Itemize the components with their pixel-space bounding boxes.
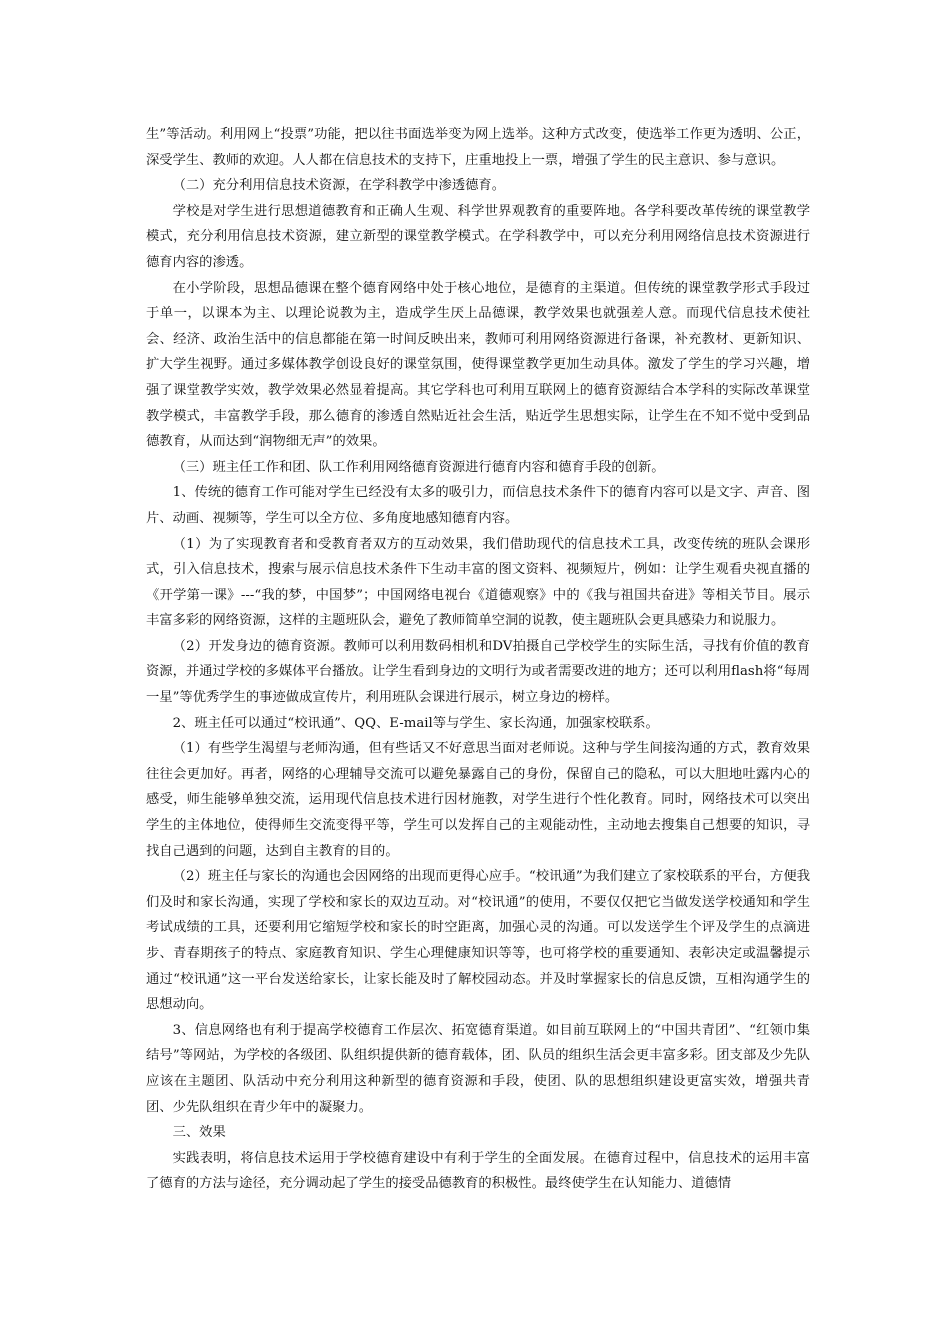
paragraph-point-2-1: （1）有些学生渴望与老师沟通，但有些话又不好意思当面对老师说。这种与学生间接沟通的方式，教育效果往往会更加好。再者，网络的心理辅导交流可以避免暴露自己的身份，保留自己的隐私，可以大胆地吐露内心的感受，师生能够单独交流，运用现代信息技术进行因材施教，对学生进行个性化教育。同时，网络技术可以突出学生的主体地位，使得师生交流变得平等，学生可以发挥自己的主观能动性，主动地去搜集自己想要的知识，寻找自己遇到的问题，达到自主教育的目的。 bbox=[146, 741, 810, 859]
paragraph-voting: 生”等活动。利用网上“投票”功能，把以往书面选举变为网上选举。这种方式改变，使选举工作更为透明、公正，深受学生、教师的欢迎。人人都在信息技术的支持下，庄重地投上一票，增强了学生的民主意识、参与意识。 bbox=[146, 127, 810, 168]
paragraph-point-2: 2、班主任可以通过“校讯通”、QQ、E-mail等与学生、家长沟通，加强家校联系。 bbox=[172, 715, 659, 731]
heading-subject-teaching: （二）充分利用信息技术资源，在学科教学中渗透德育。 bbox=[172, 178, 506, 194]
heading-class-teacher-work: （三）班主任工作和团、队工作利用网络德育资源进行德育内容和德育手段的创新。 bbox=[172, 459, 665, 475]
paragraph-point-1: 1、传统的德育工作可能对学生已经没有太多的吸引力，而信息技术条件下的德育内容可以是文字、声音、图片、动画、视频等，学生可以全方位、多角度地感知德育内容。 bbox=[146, 485, 810, 526]
paragraph-point-3: 3、信息网络也有利于提高学校德育工作层次、拓宽德育渠道。如目前互联网上的“中国共青团”、“红领巾集结号”等网站，为学校的各级团、队组织提供新的德育载体，团、队员的组织生活会更丰富多彩。团支部及少先队应该在主题团、队活动中充分利用这种新型的德育资源和手段，使团、队的思想组织建设更富实效，增强共青团、少先队组织在青少年中的凝聚力。 bbox=[146, 1022, 810, 1115]
document-body bbox=[146, 122, 810, 1197]
heading-results: 三、效果 bbox=[172, 1125, 226, 1141]
paragraph-school-base: 学校是对学生进行思想道德教育和正确人生观、科学世界观教育的重要阵地。各学科要改革传统的课堂教学模式，充分利用信息技术资源，建立新型的课堂教学模式。在学科教学中，可以充分利用网络信息技术资源进行德育内容的渗透。 bbox=[146, 203, 810, 270]
paragraph-results: 实践表明，将信息技术运用于学校德育建设中有利于学生的全面发展。在德育过程中，信息技术的运用丰富了德育的方法与途径，充分调动起了学生的接受品德教育的积极性。最终使学生在认知能力、道德情 bbox=[146, 1150, 810, 1192]
paragraph-point-1-2: （2）开发身边的德育资源。教师可以利用数码相机和DV拍摄自己学校学生的实际生活，寻找有价值的教育资源，并通过学校的多媒体平台播放。让学生看到身边的文明行为或者需要改进的地方；还可以利用flash将“每周一星”等优秀学生的事迹做成宣传片，利用班队会课进行展示，树立身边的榜样。 bbox=[146, 638, 810, 706]
paragraph-primary-school: 在小学阶段，思想品德课在整个德育网络中处于核心地位，是德育的主渠道。但传统的课堂教学形式手段过于单一，以课本为主、以理论说教为主，造成学生厌上品德课，教学效果也就强差人意。而现代信息技术使社会、经济、政治生活中的信息都能在第一时间反映出来，教师可利用网络资源进行备课，补充教材、更新知识、扩大学生视野。通过多媒体教学创设良好的课堂氛围，使得课堂教学更加生动具体。激发了学生的学习兴趣，增强了课堂教学实效，教学效果必然显着提高。其它学科也可利用互联网上的德育资源结合本学科的实际改革课堂教学模式，丰富教学手段，那么德育的渗透自然贴近社会生活，贴近学生思想实际，让学生在不知不觉中受到品德教育，从而达到“润物细无声”的效果。 bbox=[146, 280, 810, 450]
paragraph-point-2-2: （2）班主任与家长的沟通也会因网络的出现而更得心应手。“校讯通”为我们建立了家校联系的平台，方便我们及时和家长沟通，实现了学校和家长的双边互动。对“校讯通”的使用，不要仅仅把它当做发送学校通知和学生考试成绩的工具，还要利用它缩短学校和家长的时空距离，加强心灵的沟通。可以发送学生个评及学生的点滴进步、青春期孩子的特点、家庭教育知识、学生心理健康知识等等，也可将学校的重要通知、表彰决定或温馨提示通过“校讯通”这一平台发送给家长，让家长能及时了解校园动态。并及时掌握家长的信息反馈，互相沟通学生的思想动向。 bbox=[146, 869, 810, 1013]
paragraph-point-1-1: （1）为了实现教育者和受教育者双方的互动效果，我们借助现代的信息技术工具，改变传统的班队会课形式，引入信息技术，搜索与展示信息技术条件下生动丰富的图文资料、视频短片，例如：让学生观看央视直播的《开学第一课》---“我的梦，中国梦”；中国网络电视台《道德观察》中的《我与祖国共奋进》等相关节目。展示丰富多彩的网络资源，这样的主题班队会，避免了教师简单空洞的说教，使主题班队会更具感染力和说服力。 bbox=[146, 536, 810, 629]
